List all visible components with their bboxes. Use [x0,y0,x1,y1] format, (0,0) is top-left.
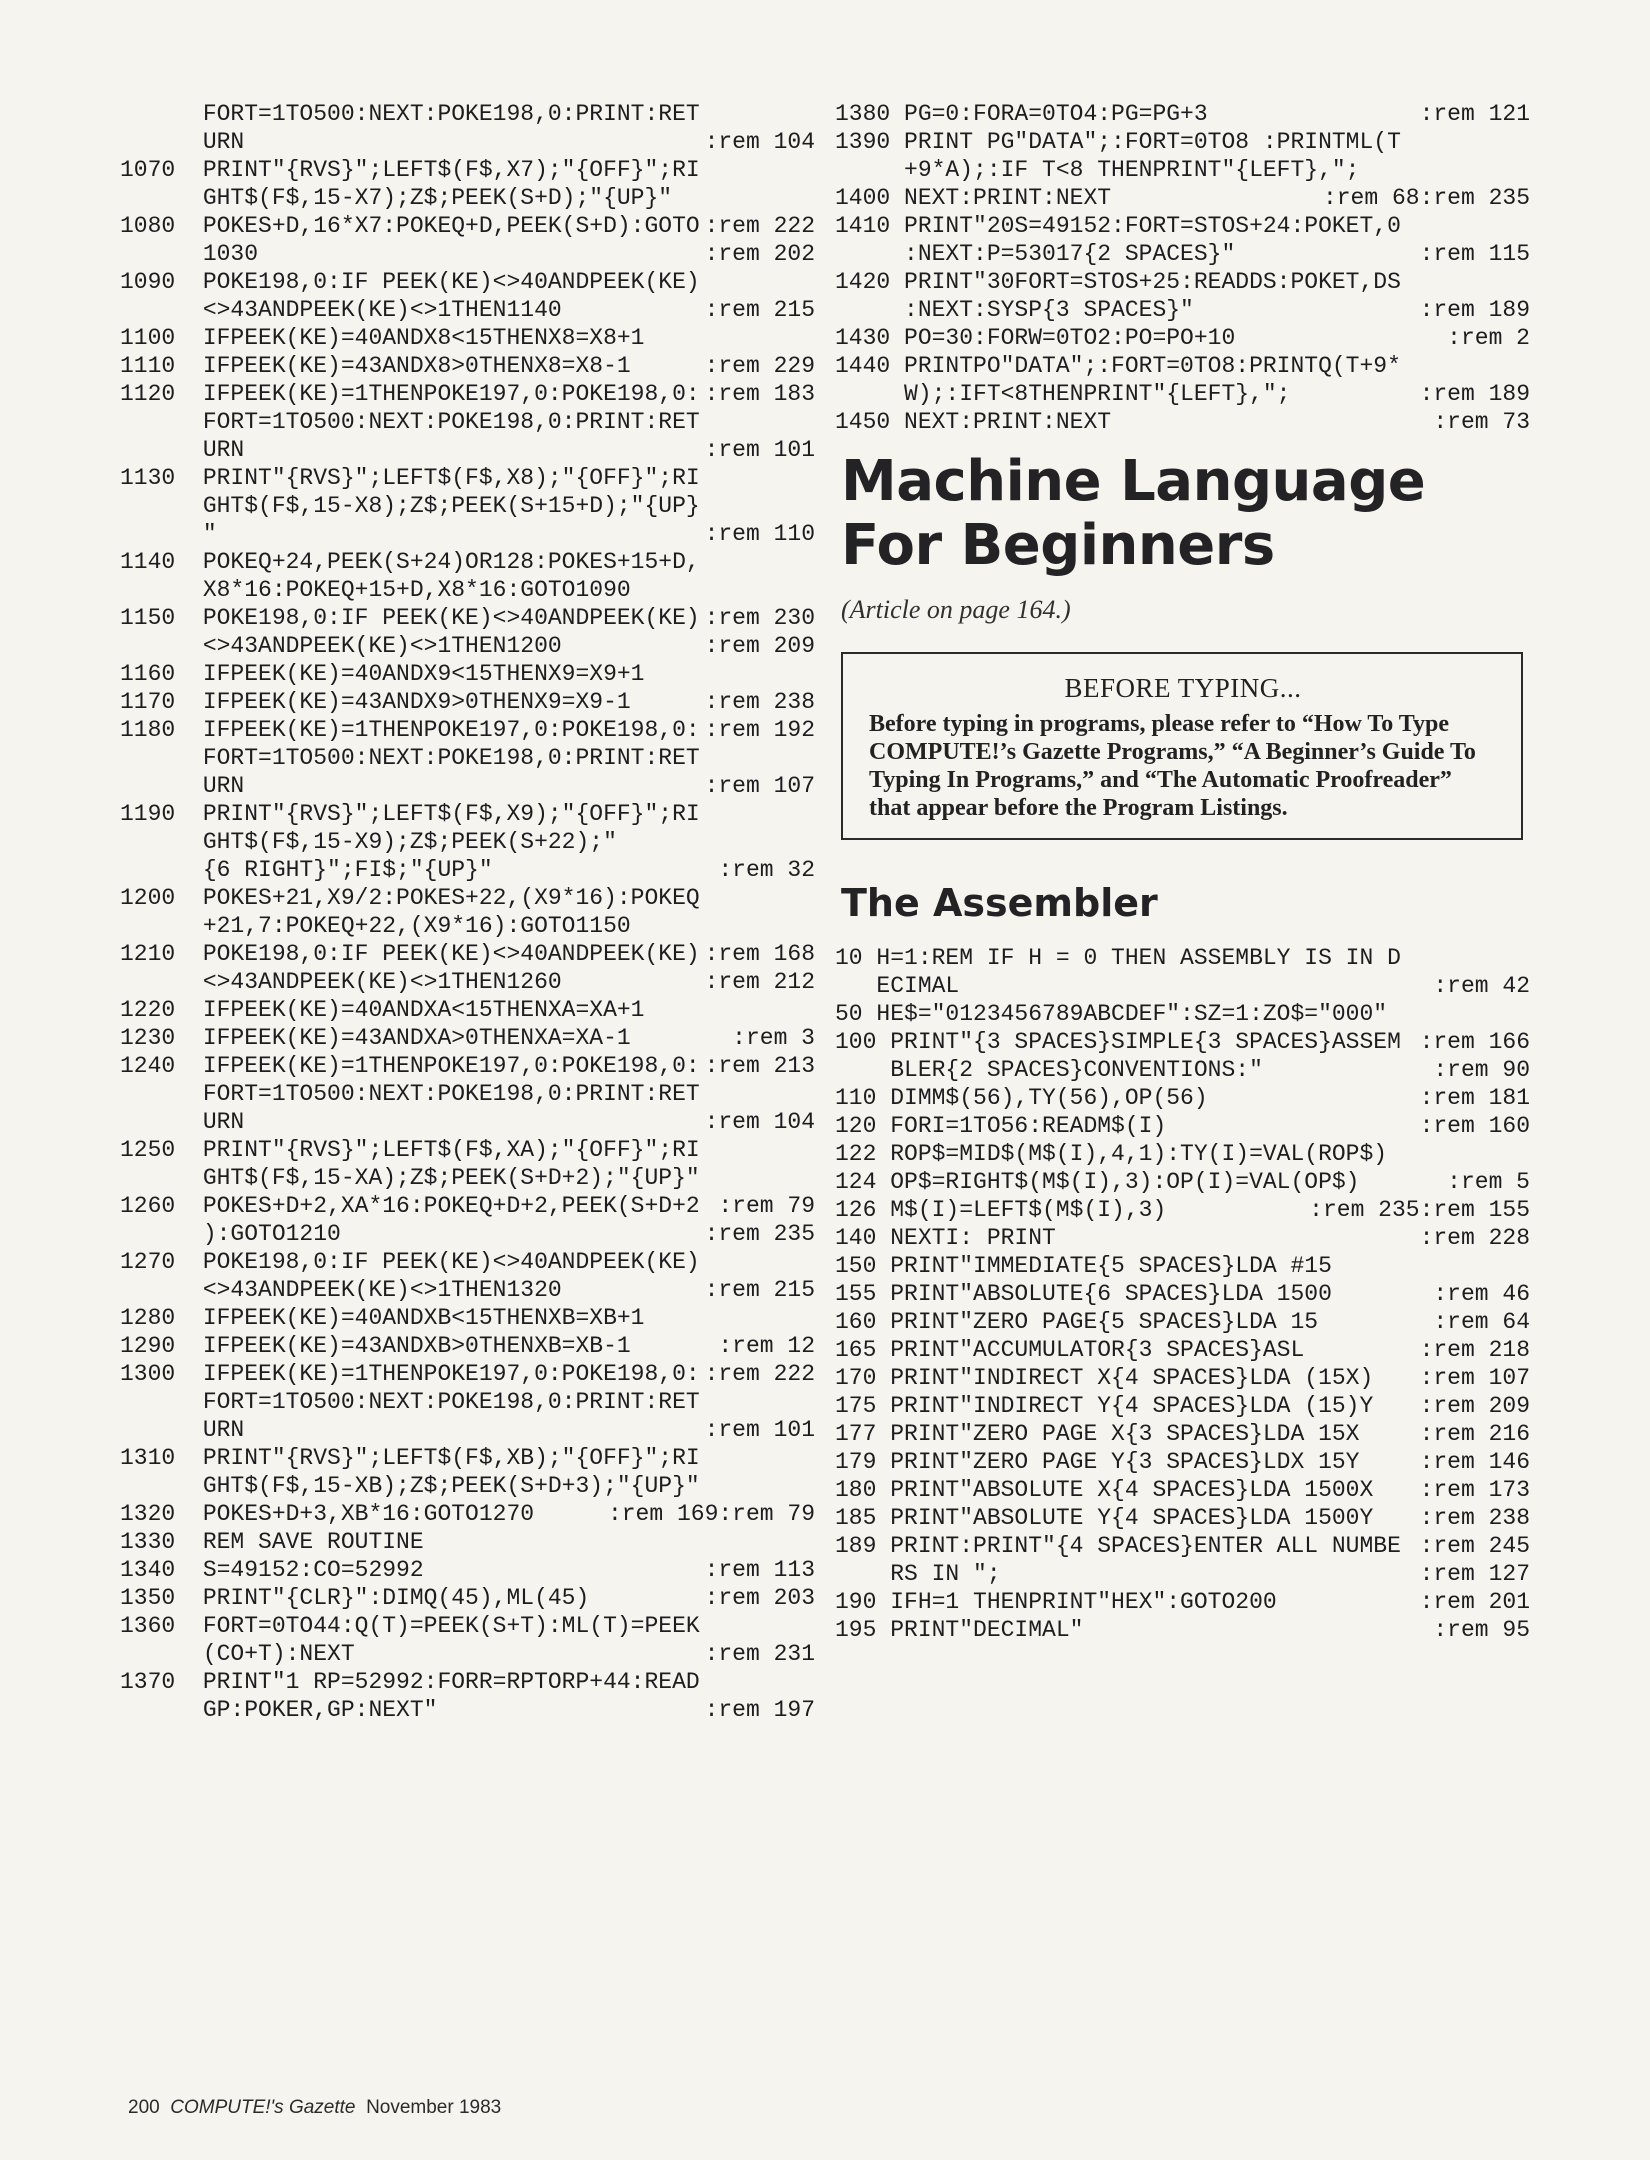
code-line [835,268,1530,296]
code-line [120,100,815,128]
code-line [120,968,815,996]
checksum-rem: :rem 73 [1433,409,1530,435]
checksum-rem: :rem 216 [1419,1421,1530,1447]
checksum-rem: :rem 235 [1419,185,1530,211]
checksum-rem: :rem 189 [1419,381,1530,407]
code-line [120,1444,815,1472]
checksum-rem: :rem 238 [704,689,815,715]
assembler-listing [835,944,1530,1644]
code-line [120,520,815,548]
checksum-rem: :rem 215 [704,297,815,323]
code-line [835,1056,1530,1084]
code-text: :NEXT:P=53017{2 SPACES}" [835,241,1236,267]
code-line [120,1304,815,1332]
code-line [120,632,815,660]
code-text: 1310 PRINT"{RVS}";LEFT$(F$,XB);"{OFF}";RI [120,1445,700,1471]
code-line [120,1500,815,1528]
code-text: 1190 PRINT"{RVS}";LEFT$(F$,X9);"{OFF}";RI [120,801,700,827]
before-typing-box [841,652,1523,840]
code-text: 1170 IFPEEK(KE)=43ANDX9>0THENX9=X9-1 [120,689,631,715]
checksum-rem: :rem 46 [1433,1281,1530,1307]
code-text: 1150 POKE198,0:IF PEEK(KE)<>40ANDPEEK(KE) [120,605,700,631]
code-text: 1250 PRINT"{RVS}";LEFT$(F$,XA);"{OFF}";RI [120,1137,700,1163]
code-text: 175 PRINT"INDIRECT Y{4 SPACES}LDA (15)Y [835,1393,1374,1419]
code-text: 1410 PRINT"20S=49152:FORT=STOS+24:POKET,0 [835,213,1401,239]
code-line [120,1416,815,1444]
code-line [835,1000,1530,1028]
code-text: 1090 POKE198,0:IF PEEK(KE)<>40ANDPEEK(KE) [120,269,700,295]
code-text: 120 FORI=1TO56:READM$(I) [835,1113,1167,1139]
code-line [120,240,815,268]
code-text: 185 PRINT"ABSOLUTE Y{4 SPACES}LDA 1500Y [835,1505,1374,1531]
code-line [835,408,1530,436]
code-text: 1340 S=49152:CO=52992 [120,1557,424,1583]
code-line [835,944,1530,972]
code-line [120,828,815,856]
code-line [835,100,1530,128]
code-text: :NEXT:SYSP{3 SPACES}" [835,297,1194,323]
right-column [835,100,1530,1644]
code-text: 160 PRINT"ZERO PAGE{5 SPACES}LDA 15 [835,1309,1319,1335]
code-line [120,492,815,520]
code-line [835,1560,1530,1588]
code-text: 1110 IFPEEK(KE)=43ANDX8>0THENX8=X8-1 [120,353,631,379]
code-line [835,296,1530,324]
code-text: 10 H=1:REM IF H = 0 THEN ASSEMBLY IS IN D [835,945,1401,971]
code-line [120,1080,815,1108]
code-line [120,128,815,156]
code-line [120,548,815,576]
checksum-rem: :rem 169 [607,1501,719,1527]
checksum-rem: :rem 79 [718,1193,815,1219]
code-text: 1360 FORT=0TO44:Q(T)=PEEK(S+T):ML(T)=PEEK [120,1613,700,1639]
code-text: 1230 IFPEEK(KE)=43ANDXA>0THENXA=XA-1 [120,1025,631,1051]
code-text: 1390 PRINT PG"DATA";:FORT=0TO8 :PRINTML(T [835,129,1401,155]
checksum-rem: :rem 245 [1419,1533,1530,1559]
checksum-rem: :rem 222 [704,1361,815,1387]
code-line [835,1084,1530,1112]
code-line [120,1136,815,1164]
code-line [835,1168,1530,1196]
checksum-rem: :rem 64 [1433,1309,1530,1335]
checksum-rem: :rem 209 [1419,1393,1530,1419]
checksum-rem: :rem 5 [1447,1169,1530,1195]
checksum-rem: :rem 79 [718,1501,815,1527]
code-text: 1380 PG=0:FORA=0TO4:PG=PG+3 [835,101,1208,127]
code-text: 1400 NEXT:PRINT:NEXT [835,185,1112,211]
listing-continuation [835,100,1530,436]
code-text: 150 PRINT"IMMEDIATE{5 SPACES}LDA #15 [835,1253,1332,1279]
checksum-rem: :rem 229 [704,353,815,379]
code-text: 1350 PRINT"{CLR}":DIMQ(45),ML(45) [120,1585,590,1611]
article-heading-line-1: Machine Language [841,449,1426,514]
code-text: 1330 REM SAVE ROUTINE [120,1529,424,1555]
listing-column-left [120,100,815,1724]
checksum-rem: :rem 181 [1419,1085,1530,1111]
section-heading: The Assembler [841,881,1158,925]
code-line [120,1164,815,1192]
code-text: 1240 IFPEEK(KE)=1THENPOKE197,0:POKE198,0: [120,1053,700,1079]
code-line [835,1224,1530,1252]
code-text: 1290 IFPEEK(KE)=43ANDXB>0THENXB=XB-1 [120,1333,631,1359]
code-text: ECIMAL [835,973,960,999]
code-line [120,1220,815,1248]
code-line [120,156,815,184]
checksum-rem: :rem 113 [704,1557,815,1583]
checksum-rem: :rem 235 [704,1221,815,1247]
code-line [835,1588,1530,1616]
code-line [120,1584,815,1612]
page-number: 200 [128,2097,160,2118]
code-text: 1030 [120,241,259,267]
code-line [120,1528,815,1556]
code-text: W);:IFT<8THENPRINT"{LEFT},"; [835,381,1291,407]
checksum-rem: :rem 3 [732,1025,815,1051]
code-line [120,1472,815,1500]
code-line [835,352,1530,380]
checksum-rem: :rem 231 [704,1641,815,1667]
checksum-rem: :rem 203 [704,1585,815,1611]
code-text: FORT=1TO500:NEXT:POKE198,0:PRINT:RET [120,409,700,435]
checksum-rem: :rem 12 [718,1333,815,1359]
code-text: 1450 NEXT:PRINT:NEXT [835,409,1112,435]
code-line [120,1024,815,1052]
code-text: 190 IFH=1 THENPRINT"HEX":GOTO200 [835,1589,1277,1615]
code-text: 124 OP$=RIGHT$(M$(I),3):OP(I)=VAL(OP$) [835,1169,1360,1195]
code-text: 1260 POKES+D+2,XA*16:POKEQ+D+2,PEEK(S+D+2 [120,1193,700,1219]
checksum-rem: :rem 101 [704,437,815,463]
checksum-rem: :rem 110 [704,521,815,547]
code-text: 1140 POKEQ+24,PEEK(S+24)OR128:POKES+15+D, [120,549,700,575]
page-footer [128,2097,501,2119]
checksum-rem: :rem 230 [704,605,815,631]
code-line [120,660,815,688]
code-text: 1080 POKES+D,16*X7:POKEQ+D,PEEK(S+D):GOTO [120,213,700,239]
code-text: URN [120,129,245,155]
checksum-rem: :rem 107 [704,773,815,799]
checksum-rem: :rem 68 [1322,185,1420,211]
code-text: URN [120,773,245,799]
checksum-rem: :rem 121 [1419,101,1530,127]
checksum-rem: :rem 209 [704,633,815,659]
checksum-rem: :rem 115 [1419,241,1530,267]
before-typing-title: BEFORE TYPING... [1064,673,1302,703]
code-line [835,324,1530,352]
checksum-rem: :rem 146 [1419,1449,1530,1475]
code-text: 1070 PRINT"{RVS}";LEFT$(F$,X7);"{OFF}";RI [120,157,700,183]
checksum-rem: :rem 107 [1419,1365,1530,1391]
code-text: FORT=1TO500:NEXT:POKE198,0:PRINT:RET [120,101,700,127]
code-text: 195 PRINT"DECIMAL" [835,1617,1084,1643]
code-line [120,1332,815,1360]
code-line [120,268,815,296]
article-reference: (Article on page 164.) [841,595,1071,624]
code-text: 1130 PRINT"{RVS}";LEFT$(F$,X8);"{OFF}";RI [120,465,700,491]
code-text: FORT=1TO500:NEXT:POKE198,0:PRINT:RET [120,745,700,771]
code-text: (CO+T):NEXT [120,1641,355,1667]
checksum-rem: :rem 202 [704,241,815,267]
checksum-rem: :rem 127 [1419,1561,1530,1587]
code-text: 1180 IFPEEK(KE)=1THENPOKE197,0:POKE198,0: [120,717,700,743]
code-line [120,800,815,828]
code-text: 1120 IFPEEK(KE)=1THENPOKE197,0:POKE198,0: [120,381,700,407]
code-text: FORT=1TO500:NEXT:POKE198,0:PRINT:RET [120,1389,700,1415]
code-text: 1280 IFPEEK(KE)=40ANDXB<15THENXB=XB+1 [120,1305,645,1331]
code-line [120,1388,815,1416]
checksum-rem: :rem 95 [1433,1617,1530,1643]
checksum-rem: :rem 212 [704,969,815,995]
code-line [835,128,1530,156]
code-text: 1420 PRINT"30FORT=STOS+25:READDS:POKET,DS [835,269,1401,295]
code-line [120,464,815,492]
code-text: 1200 POKES+21,X9/2:POKES+22,(X9*16):POKEQ [120,885,700,911]
code-text: " [120,521,217,547]
code-line [120,1192,815,1220]
code-text: ):GOTO1210 [120,1221,341,1247]
code-text: 1370 PRINT"1 RP=52992:FORR=RPTORP+44:READ [120,1669,700,1695]
code-text: URN [120,437,245,463]
code-text: 165 PRINT"ACCUMULATOR{3 SPACES}ASL [835,1337,1305,1363]
checksum-rem: :rem 218 [1419,1337,1530,1363]
code-line [835,240,1530,268]
code-text: 1430 PO=30:FORW=0TO2:PO=PO+10 [835,325,1236,351]
code-text: FORT=1TO500:NEXT:POKE198,0:PRINT:RET [120,1081,700,1107]
code-text: GHT$(F$,15-XB);Z$;PEEK(S+D+3);"{UP}" [120,1473,700,1499]
code-line [120,884,815,912]
code-text: URN [120,1417,245,1443]
code-text: <>43ANDPEEK(KE)<>1THEN1260 [120,969,562,995]
checksum-rem: :rem 2 [1447,325,1530,351]
code-line [835,1140,1530,1168]
code-text: GP:POKER,GP:NEXT" [120,1697,438,1723]
code-line [120,576,815,604]
code-line [120,1248,815,1276]
checksum-rem: :rem 222 [704,213,815,239]
code-text: 177 PRINT"ZERO PAGE X{3 SPACES}LDA 15X [835,1421,1360,1447]
checksum-rem: :rem 160 [1419,1113,1530,1139]
code-text: 179 PRINT"ZERO PAGE Y{3 SPACES}LDX 15Y [835,1449,1360,1475]
code-text: 1300 IFPEEK(KE)=1THENPOKE197,0:POKE198,0: [120,1361,700,1387]
code-line [120,1108,815,1136]
code-line [835,1308,1530,1336]
code-text: GHT$(F$,15-X8);Z$;PEEK(S+15+D);"{UP} [120,493,700,519]
code-text: 155 PRINT"ABSOLUTE{6 SPACES}LDA 1500 [835,1281,1332,1307]
checksum-rem: :rem 201 [1419,1589,1530,1615]
code-text: +21,7:POKEQ+22,(X9*16):GOTO1150 [120,913,631,939]
checksum-rem: :rem 197 [704,1697,815,1723]
code-text: <>43ANDPEEK(KE)<>1THEN1320 [120,1277,562,1303]
checksum-rem: :rem 101 [704,1417,815,1443]
code-text: 189 PRINT:PRINT"{4 SPACES}ENTER ALL NUMBE [835,1533,1401,1559]
code-text: 122 ROP$=MID$(M$(I),4,1):TY(I)=VAL(ROP$) [835,1141,1388,1167]
checksum-rem: :rem 192 [704,717,815,743]
code-text: X8*16:POKEQ+15+D,X8*16:GOTO1090 [120,577,631,603]
code-line [120,744,815,772]
code-text: <>43ANDPEEK(KE)<>1THEN1140 [120,297,562,323]
checksum-rem: :rem 104 [704,1109,815,1135]
code-text: 1100 IFPEEK(KE)=40ANDX8<15THENX8=X8+1 [120,325,645,351]
article-heading [841,450,1530,578]
code-line [120,856,815,884]
issue-date: November 1983 [366,2097,502,2118]
code-text: 126 M$(I)=LEFT$(M$(I),3) [835,1197,1167,1223]
code-text: 1160 IFPEEK(KE)=40ANDX9<15THENX9=X9+1 [120,661,645,687]
code-line [120,1556,815,1584]
code-line [835,156,1530,184]
code-text: 140 NEXTI: PRINT [835,1225,1056,1251]
before-typing-text: Before typing in programs, please refer to “How To Type COMPUTE!’s Gazette Programs,” “A Beginner’s Guide To Typing In Programs,” and “The Automatic Proofreader” that appear before the Program Listings. [869,711,1476,821]
checksum-rem: :rem 104 [704,129,815,155]
code-line [120,324,815,352]
checksum-rem: :rem 166 [1419,1029,1530,1055]
code-line [120,772,815,800]
code-text: 50 HE$="0123456789ABCDEF":SZ=1:ZO$="000" [835,1001,1388,1027]
checksum-rem: :rem 90 [1433,1057,1530,1083]
checksum-rem: :rem 155 [1419,1197,1530,1223]
code-line [120,1668,815,1696]
code-text: 170 PRINT"INDIRECT X{4 SPACES}LDA (15X) [835,1365,1374,1391]
code-text: +9*A);:IF T<8 THENPRINT"{LEFT},"; [835,157,1360,183]
publication-name: COMPUTE!'s Gazette [170,2097,356,2118]
code-line [835,380,1530,408]
checksum-rem: :rem 183 [704,381,815,407]
code-text: 1440 PRINTPO"DATA";:FORT=0TO8:PRINTQ(T+9* [835,353,1401,379]
code-line [120,184,815,212]
checksum-rem: :rem 42 [1433,973,1530,999]
code-text: 1270 POKE198,0:IF PEEK(KE)<>40ANDPEEK(KE) [120,1249,700,1275]
checksum-rem: :rem 238 [1419,1505,1530,1531]
article-heading-line-2: For Beginners [841,513,1275,578]
code-line [835,972,1530,1000]
code-line [835,212,1530,240]
code-text: 100 PRINT"{3 SPACES}SIMPLE{3 SPACES}ASSEM [835,1029,1401,1055]
checksum-rem: :rem 215 [704,1277,815,1303]
code-line [120,1696,815,1724]
code-text: BLER{2 SPACES}CONVENTIONS:" [835,1057,1263,1083]
code-text: GHT$(F$,15-XA);Z$;PEEK(S+D+2);"{UP}" [120,1165,700,1191]
code-text: 1320 POKES+D+3,XB*16:GOTO1270 [120,1501,535,1527]
code-text: 1220 IFPEEK(KE)=40ANDXA<15THENXA=XA+1 [120,997,645,1023]
checksum-rem: :rem 32 [718,857,815,883]
checksum-rem: :rem 173 [1419,1477,1530,1503]
code-line [835,1280,1530,1308]
code-text: GHT$(F$,15-X7);Z$;PEEK(S+D);"{UP}" [120,185,673,211]
code-text: 110 DIMM$(56),TY(56),OP(56) [835,1085,1208,1111]
code-line [120,408,815,436]
code-line [120,1612,815,1640]
code-text: 1210 POKE198,0:IF PEEK(KE)<>40ANDPEEK(KE) [120,941,700,967]
checksum-rem: :rem 228 [1419,1225,1530,1251]
code-line [835,1616,1530,1644]
code-line [120,996,815,1024]
code-text: 180 PRINT"ABSOLUTE X{4 SPACES}LDA 1500X [835,1477,1374,1503]
code-text: {6 RIGHT}";FI$;"{UP}" [120,857,493,883]
code-text: URN [120,1109,245,1135]
code-line [120,912,815,940]
checksum-rem: :rem 213 [704,1053,815,1079]
code-line [120,296,815,324]
checksum-rem: :rem 189 [1419,297,1530,323]
code-line [835,1112,1530,1140]
code-text: GHT$(F$,15-X9);Z$;PEEK(S+22);" [120,829,617,855]
code-line [835,1252,1530,1280]
code-line [120,436,815,464]
code-line [120,1276,815,1304]
code-line [120,1640,815,1668]
checksum-rem: :rem 235 [1309,1197,1420,1223]
code-text: RS IN "; [835,1561,1001,1587]
checksum-rem: :rem 168 [704,941,815,967]
code-text: <>43ANDPEEK(KE)<>1THEN1200 [120,633,562,659]
